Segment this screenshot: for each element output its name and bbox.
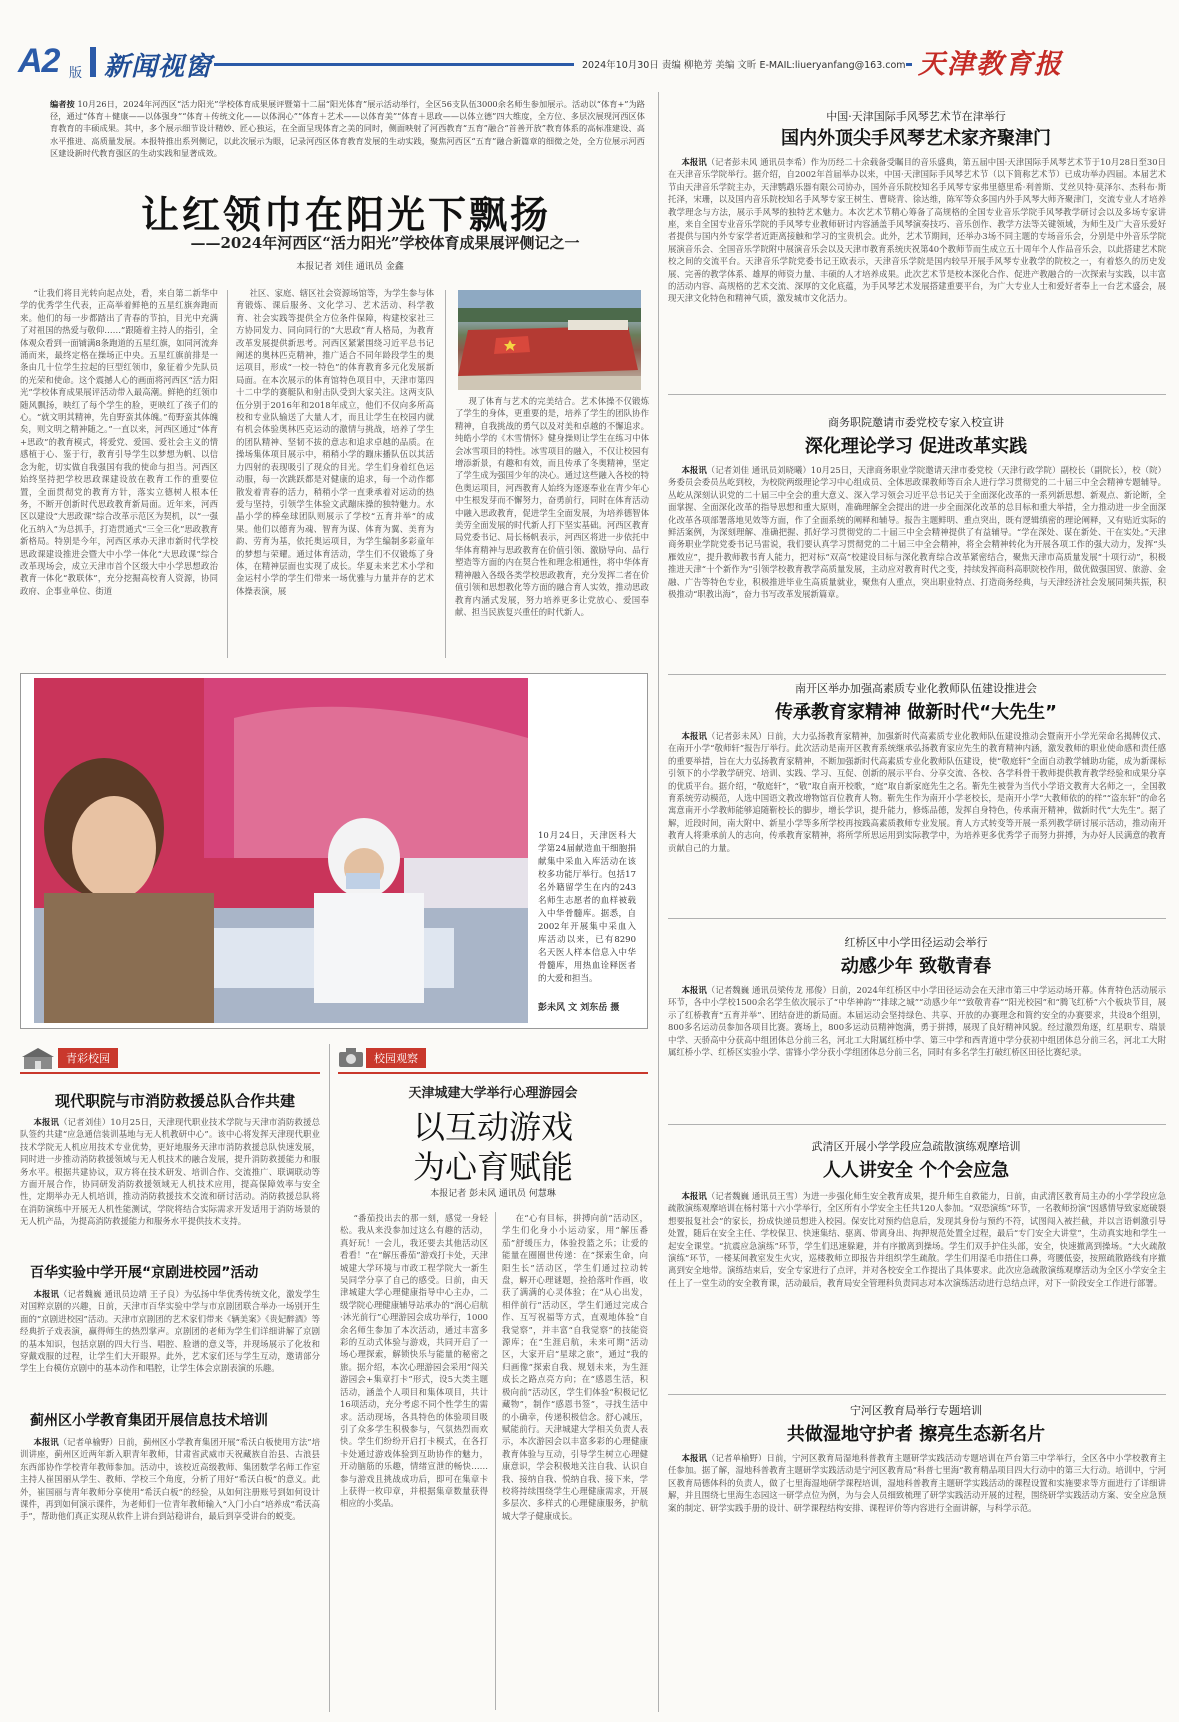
right-text: （记者彭未风）日前，大力弘扬教育家精神，加强新时代高素质专业化教师队伍建设推动会暨南开小学光荣命名揭牌仪式、在南开小学“敬师轩”报告厅举行。此次活动是南开区教育系统继承弘扬教育家应先生的教育精神内涵，激发教师的职业使命感和责任感的重要举措，旨在大力弘扬教育家精神，不断加强新时代高素质专业化教师队伍建设，使“敬庭轩”全面自动教学辅助功能，成为新课标引领下的小学教学研究、培训、实践、学习、互促、创新的展示平台、分享交流、各校、各学科骨干教师提供教育教学经验和成果分享的优质平台。据介绍，“敬庭轩”，“敬”取自南开校歌，“庭”取自新家庭先生之名。靳先生被誉为当代小学语文教育大名师之一，全国教育系统劳动模范，人选中国语文教改增物馆百位教育人物。靳先生作为南开小学老校长，是南开小学“大教师依的的样”“盗东轩”的命名寓意南开小学教师能够追随靳校长的脚步，增长学识，提升能力，修炼品德，发挥自身特色，传承南开精神，做新时代“大先生”。据了解，近段时间，南大附中、新星小学等多所学校再按践高素质教师专业发展。育人方式转变等开展一系列教学研讨展示活动，推动南开教育人将秉承前人的志向，传承教育家精神，将所学所思运用到实际教学中，为培养更多优秀学子而努力拼搏，为办好人民满意的教育贡献自己的力量。 (668, 731, 1166, 853)
right-body (668, 730, 1166, 906)
right-title: 深化理论学习 促进改革实践 (804, 436, 1028, 457)
right-kicker: 红桥区中小学田径运动会举行 (844, 936, 988, 949)
mid-byline: 本报记者 彭未风 通讯员 何慧琳 (430, 1189, 556, 1199)
story-divider (668, 1124, 1166, 1125)
mid-col-1 (340, 1212, 488, 1710)
story-divider (668, 394, 1166, 395)
stadium-aerial-photo (458, 290, 641, 390)
right-title: 传承教育家精神 做新时代“大先生” (775, 702, 1057, 723)
story-title: 百华实验中学开展“京剧进校园”活动 (30, 1265, 259, 1281)
story-divider (668, 1394, 1166, 1395)
column-rule (445, 290, 446, 658)
right-body (668, 464, 1166, 668)
lead-col-1 (20, 287, 218, 659)
right-text: （记者魏巍 通讯员梁传龙 邢俊）日前，2024年红桥区中小学田径运动会在天津市第三中学运动场开幕。体育特色活动展示环节，各中小学校1500余名学生依次展示了“中华神韵”“排球之城”“动感少年”“致敬青春”“阳光校园”和“腾飞红桥”六个板块节目，展示了红桥教育“五育并举”、团结奋进的新局面。本届运动会坚持绿色、共享、开放的办赛理念和简约安全的办赛要求，共设8个组别，800多名运动员参加各项目比赛。赛场上，800多运动员精神饱满，勇于拼搏，展现了良好精神风貌。经过激烈角逐，红星职专、瑞景中学、天骄高中分获高中组团体总分前三名，河北工大附属红桥中学、第三中学和西青道中学分获初中组团体总分前三名，河北工大附属红桥小学、红桥区实验小学、雷锋小学分获小学组团体总分前三名，同时有多名学生打破红桥区田径比赛纪录。 (668, 985, 1166, 1058)
right-kicker: 商务职院邀请市委党校专家入校宣讲 (828, 416, 1004, 429)
page-column-rule (658, 92, 659, 1712)
page-label: 版 (69, 65, 83, 80)
section-bar (338, 1072, 648, 1074)
story-divider (668, 674, 1166, 675)
school-building-icon (22, 1048, 54, 1070)
right-kicker: 宁河区教育局举行专题培训 (850, 1404, 982, 1417)
mid-col-2 (502, 1212, 648, 1710)
story-title: 现代职院与市消防救援总队合作共建 (54, 1092, 295, 1110)
story-title: 蓟州区小学教育集团开展信息技术培训 (30, 1413, 268, 1429)
camera-icon (338, 1046, 364, 1068)
mid-col-1-text: “番茄投出去的那一刻，感觉一身轻松。我从来没参加过这么有趣的活动，真好玩！一会儿，我还要去其他活动区看看！”在“解压番茄”游戏打卡处，天津城建大学环境与市政工程学院大一新生吴同学分享了自己的感受。日前，由天津城建大学心理健康指导中心主办，二级学院心理健康辅导站承办的“润心启航·沐光前行”心理游园会成功举行，1000余名师生参加了本次活动，通过丰富多彩的互动式体验与游戏，共同开启了一场心理探索，解锁快乐与能量的秘密之旅。据介绍，本次心理游园会采用“闯关游园会+集章打卡”形式，设5大类主题活动，涵盖个人项目和集体项目，共计16项活动，充分考虑不同个性学生的需求。活动现场，各具特色的体验项目吸引了众多学生积极参与，气氛热烈而欢快。学生们纷纷开启打卡模式，在各打卡处通过游戏体验到互助协作的魅力，开动脑筋的乐趣，情绪宣泄的畅快……参与游戏且挑战成功后，即可在集章卡上获得一枚印章，并根据集章数量获得相应的小奖品。 (340, 1213, 488, 1509)
right-lead: 本报讯 (681, 157, 707, 167)
right-lead: 本报讯 (681, 731, 707, 741)
right-text: （记者彭未风 通讯员李希）作为历经二十余载备受瞩目的音乐盛典，第五届中国·天津国际手风琴艺术节于10月28日至30日在天津音乐学院举行。据介绍，自2002年首届举办以来，中国·天津国际手风琴艺术节（以下简称艺术节）已成功举办四届。本届艺术节由天津音乐学院主办，天津鹦鹉乐器有限公司协办，国外音乐院校知名手风琴专家弗里德里希·利普斯、艾丝贝特·莫泽尔、杰科布·斯托泽，宋珊，以及国内音乐院校知名手风琴专家王树生、曹晓青、徐达维，陈军等众多国内外手风琴大师齐聚津门，交流专业人才培养教学理念与方法，展示手风琴的独特艺术魅力。本次艺术节精心筹备了高规格的全国专业音乐学院手风琴教学研讨会以及多场专家讲座，来自全国专业音乐学院的手风琴专业教师研讨内容涵盖手风琴演奏技巧、音乐创作、教学方法等关键领域，为师生及广大音乐爱好者提供与国内外专家学者近距离接触和学习的宝贵机会。此外，艺术节期间，还举办3场不同主题的专场音乐会，分别是中外音乐学院展演音乐会、全国音乐学院附中展演音乐会以及天津市教育系统庆祝第40个教师节而生成立五十周年个人作品音乐会，以此搭建艺术院校之间的交流平台。天津音乐学院党委书记王欧表示，天津音乐学院是国内较早开展手风琴专业教学的院校之一，有着悠久的历史发展、完善的教学体系、雄厚的师资力量、丰硕的人才培养成果。此次艺术节是校本深化合作、促进产教融合的一次探索与实践，以丰富的活动内容、高规格的艺术交流、深厚的文化底蕴，为手风琴艺术发展搭建重要平台，为广大专业人士和爱好者奉上一台艺术盛会，展现天津文化特色和精神气质，激发城市文化活力。 (668, 157, 1166, 304)
right-body (668, 156, 1166, 384)
story-body (20, 1436, 320, 1710)
right-lead: 本报讯 (681, 985, 707, 995)
right-lead: 本报讯 (681, 1453, 707, 1463)
photo-credit: 彭未风 文 刘东岳 摄 (538, 1003, 620, 1013)
lead-col-2-text: 社区、家庭、辖区社会资源场馆等，为学生参与体育锻炼、课后服务、文化学习、艺术活动、科学教育、社会实践等提供全方位条件保障，构建校家社三方协同发力、同向同行的“大思政”育人格局，为教育改革发展提供新思考。河西区紧紧围绕习近平总书记阐述的奥林匹克精神，推广适合不同年龄段学生的奥运项目，形成“一校一特色”的体育教育多元化发展新局面。在本次展示的体育馆特色项目中，天津市第四十二中学的赛艇队和射击队受到大家关注。这两支队伍分别于2016年和2018年成立，他们不仅向多所高校和专业队输送了大量人才，而且让学生在校园内就有机会体验奥林匹克运动的激情与挑战，培养了学生的团队精神、坚韧不拔的意志和追求卓越的品质。在操场集体项目展示中，稍稍小学的蹦床播队伍以其活力四射的表现吸引了现众的目光。学生们身着红色运动服，每一次跳跃都是对健康的追求，每一个动作都散发着青春的活力，稍稍小学一直秉承着对运动的热爱与坚持，引领学生体验文武蹦床操的独特魅力。水晶小学的棒垒球团队则展示了学校“五育并举”的成果。他们以德育为魂、智育为谋、体育为翼、美育为韵、劳育为基，依托奥运项目，为学生编制多彩童年的梦想与荣耀。通过体育活动，学生们不仅锻炼了身体，在精神层面也实现了成长。华夏未来艺术小学和金运村小学的学生们带来一场优雅与力量并存的艺术体操表演，展 (236, 288, 434, 596)
lead-subtitle: ——2024年河西区“活力阳光”学校体育成果展评侧记之一 (190, 234, 580, 252)
right-title: 动感少年 致敬青春 (840, 956, 992, 977)
right-text: （记者刘佳 通讯员刘晓曦）10月25日，天津商务职业学院邀请天津市委党校（天津行政学院）副校长（副院长），校（院）务委员会委员丛屹到校，为校院两级理论学习中心组成员、全体思政课教师等百余人进行学习贯彻党的二十届三中全会精神专题辅导。丛屹从深刻认识党的二十届三中全会的重大意义、深入学习领会习近平总书记关于全面深化改革的一系列新思想、新观点、新论断，全面掌握、全面深化改革的指导思想和重大原则，准确理解全会提出的进一步全面深化改革的总目标和重大举措，全力推动进一步全面深化改革各项部署落地见效等方面，作了全面系统的阐释和辅导。报告主题鲜明、重点突出，既有逻辑缜密的理论阐释，又有贴近实际的鲜活案例，为深刻理解、准确把握、抓好学习贯彻党的二十届三中全会精神提供了有益辅导。“学在深处、谋在新处、干在实处。”天津商务职业学院党委书记马雷说，我们要认真学习贯彻党的二十届三中全会精神，将全会精神转化为开展各项工作的强大动力，发挥“头雁效应”，提升教师教书育人能力，把对标“双高”校建设目标与深化教育综合改革紧密结合，聚焦天津市高质量发展“十项行动”，积极推进天津“十个新作为”引领学校教育教学高质量发展，主动应对教育时代之变，持续发挥商科高职院校作用，做优做强国贸、旅游、金融、广告等特色专业，积极推进毕业生高质量就业，聚焦有人重点，突出职业特点、打造商务经典，与天津经济社会发展同频共振，积极推动“职教出海”，奋力书写改革发展新篇章。 (668, 465, 1166, 600)
story-body (20, 1116, 320, 1248)
mid-kicker: 天津城建大学举行心理游园会 (408, 1086, 578, 1101)
mid-title-line-2: 为心育赋能 (412, 1148, 573, 1186)
right-kicker: 武清区开展小学学段应急疏散演练观摩培训 (811, 1140, 1021, 1153)
blood-donation-photo (34, 678, 528, 1023)
story-divider (668, 918, 1166, 919)
right-kicker: 南开区举办加强高素质专业化教师队伍建设推进会 (795, 682, 1037, 695)
story-text: （记者魏巍 通讯员边靖 王子良）为弘扬中华优秀传统文化，激发学生对国粹京剧的兴趣，日前，天津市百华实验中学与市京剧团联合举办一场别开生面的“京剧进校园”活动。天津市京剧团的艺术家们带来《辆美案》《贵妃醉酒》等经典折子戏表演，赢得师生的热烈掌声。京剧团的老师为学生们详细讲解了京剧的基本知识，包括京剧的四大行当、唱腔、脸谱的意义等，并现场展示了化妆和穿戴戏服的过程，让学生们大开眼界。此外，艺术家们还与学生互动，邀请部分学生上台模仿京剧中的基本动作和唱腔，让学生体会京剧表演的乐趣。 (20, 1289, 320, 1374)
right-title: 人人讲安全 个个会应急 (822, 1160, 1010, 1181)
lead-col-3 (455, 395, 649, 659)
lead-col-1-text: “让我们将目光转向起点处，看，来自第二新华中学的优秀学生代表，正高举着鲜艳的五星红旗奔跑而来。他们的每一步都踏出了青春的节拍，目光中充满了对祖国的热爱与敬仰……”跟随着主持人的指引，全体观众看到一面铺满8条跑道的五星红旗，如同河流奔涌而来，最终定格在操场正中央。五星红旗前排是一条由几十位学生拉起的巨型红领巾，象征着少先队员的光荣和使命。这个震撼人心的画面将河西区“活力阳光”学校体育成果展评活动带入最高潮。鲜艳的红领巾随风飘扬，映红了每个学生的脸，更映红了孩子们的心。“就文明其精神，先自野蛮其体魄。”荀野蛮其体魄矣，则文明之精神随之。”一直以来，河西区通过“体育+思政”的教育模式，将爱党、爱国、爱社会主义的情感植于心、鉴于行，教育引导学生以梦想为帆、以信念为舵，切实做自我强国有我的使命与担当。河西区始终坚持把学校思政课建设放在教育工作的重要位置，全面贯彻党的教育方针，落实立德树人根本任务，不断开创新时代思政教育新局面。近年来，河西区以建设“大思政课”综合改革示范区为契机，以“一强化五纳入”为总抓手，打造贯通式“三全三化”思政教育新格局。特别是今年，河西区承办天津市新时代学校思政课建设推进会暨大中小学一体化“大思政课”综合改革现场会，成立天津市首个区级大中小学思想政治教育一体化“教联体”，充分挖掘高校育人资源，协同政府、企事业单位、街道 (20, 288, 218, 596)
right-title: 国内外顶尖手风琴艺术家齐聚津门 (781, 128, 1051, 149)
story-lead: 本报讯 (33, 1289, 59, 1299)
right-body (668, 1452, 1166, 1710)
column-name: 新闻视窗 (104, 52, 213, 82)
story-text: （记者刘佳）10月25日，天津现代职业技术学院与天津市消防救援总队签约共建“应急通信装训基地与无人机教研中心”。该中心将发挥天津现代职业技术学院无人机应用技术专业优势，更好地服务天津市消防救援总队快速发展，同时进一步推动消防救援领域与无人机技术的融合发展，提升消防救援能力和服务水平。根据共建协议，双方将在技术研发、培训合作、交流推广、联调联动等方面开展合作，协同研发消防救援领域无人机技术应用，提高保障效率与安全性，定期举办无人机培训，推动消防救援技术交流和研讨活动。消防救援总队将在消防演练中开展无人机性能测试，学院将结合实际需求开发适用于消防场景的无人机产品，为提高消防救援能力和服务水平提供技术支持。 (20, 1117, 320, 1227)
story-body (20, 1288, 320, 1396)
masthead-logo: 天津教育报 (918, 49, 1063, 80)
section-tag-campus-watch: 校园观察 (366, 1048, 426, 1068)
right-body (668, 984, 1166, 1118)
photo-caption: 10月24日，天津医科大学第24届献造血干细胞捐献集中采血入库活动在该校多功能厅举行。包括17名外籍留学生在内的243名师生志愿者的血样被载入中华骨髓库。据悉，自2002年开展集中采血入库活动以来，已有8290名天医人样本信息入中华骨髓库，用热血诠释医者的大爱和担当。 (538, 831, 636, 984)
right-kicker: 中国·天津国际手风琴艺术节在津举行 (826, 110, 1006, 123)
right-lead: 本报讯 (681, 1191, 707, 1201)
mid-col-2-text: 在“心有目标，拼搏向前”活动区，学生们化身小小运动家，用“解压番茄”舒缓压力，体验投篮之乐；让爱的能量在圈圈世传递：在“探索生命，向阳生长”活动区，学生们通过拉动转盘，解开心理谜题，捡拾落叶作画，收获了满满的心灵体验；在“从心出发，相伴前行”活动区，学生们通过完成合作、互写祝福等方式，直观地体验“自我觉察”，并丰富“自我觉察”的技能资源库；在“生涯启航，未来可期”活动区，大家开启“星球之旅”，通过“我的归画像”探索自我、规划未来，为生涯成长之路点亮方向；在“感恩生活，积极向前”活动区，学生们体验“积极记忆藏物”，制作“感恩书签”，寻找生活中的小确幸，传递积极信念。舒心减压，赋能前行。天津城建大学相关负责人表示，本次游园会以丰富多彩的心理健康教育体验与互动，引导学生树立心理健康意识，学会积极地关注自我、认识自我、接纳自我、悦纳自我、接下来，学校将持续围绕学生心理健康需求，开展多层次、多样式的心理健康服务，护航城大学子健康成长。 (502, 1213, 648, 1521)
column-rule (227, 290, 228, 658)
story-lead: 本报讯 (33, 1117, 60, 1127)
lead-col-2 (236, 287, 434, 659)
column-divider-icon (90, 47, 96, 77)
column-rule (495, 1212, 496, 1710)
header-rule (214, 63, 574, 66)
header-rule-right (906, 63, 912, 66)
lead-byline: 本报记者 刘佳 通讯员 金鑫 (296, 262, 404, 272)
right-text: （记者魏巍 通讯员王雪）为进一步强化师生安全教育成果，提升师生自救能力，日前，由武清区教育局主办的小学学段应急疏散演练观摩培训在杨村第十六小学举行，全区所有小学安全主任共120人参加。“双恐演练”环节，一名教师扮演“因感情导致家庭破裂想要报复社会”的家长，扮成快递员想进入校园。保安比对预约信息后，发现其身份与预约不符，试图闯入被拦截，并以言语刺激引导处置，随后在安全主任、学校保卫、快速集结、驱离、带离身出、拘押规范处置全过程，最后“专门安全大讲堂”，生动真实地和学生一起安全课堂。“抗震应急演练”环节，学生们迅速躲避，并有序撤离到操场。学生们双手护住头部，安全，快速撤离到操场。“大火疏散演练”环节，一楼某间教室发生火灾，巡楼教师立即报告并组织学生疏散。学生们用湿毛巾捂住口鼻，弯腰低姿，按照疏散路线有序撤离到安全地带。演练结束后，安全专家进行了点评，并对各校安全工作提出了具体要求。此次应急疏散演练观摩活动为全区小学安全主任上了一堂生动的安全教育课，活动最后，教育局安全管理科负责同志对本次演练活动进行总结点评，对下一阶段安全工作进行部署。 (668, 1191, 1166, 1288)
section-bar (20, 1072, 320, 1074)
right-title: 共做湿地守护者 擦亮生态新名片 (786, 1424, 1046, 1445)
issue-meta: 2024年10月30日 责编 柳艳芳 美编 文昕 E-MAIL:liueryanfang@163.com (582, 60, 906, 71)
right-body (668, 1190, 1166, 1386)
editor-note-label: 编者按 (50, 99, 75, 109)
mid-title-line-1: 以互动游戏 (412, 1108, 573, 1146)
right-lead: 本报讯 (681, 465, 707, 475)
section-tag-youth-campus: 青彩校园 (58, 1048, 118, 1068)
right-text: （记者单榆野）日前，宁河区教育局湿地科普教育主题研学实践活动专题培训在芦台第三中学举行，全区各中小学校教育主任参加。据了解，湿地科普教育主题研学实践活动是宁河区教育局“科普七里海”教育精品项目四大行动中的第三大行动。培训中，宁河区教育局德体科的负责人，做了七里海湿地研学课程培训，湿地科普教育主题研学实践活动的课程设置和实施要求等方面进行了详细讲解，并且围绕七里海生态园这一研学点位为例，为与会人员细致梳理了研学实践活动开展的过程，围绕研学实践活动方案、安全应急预案的制定、研学实践手册的设计、研学课程结构安排、课程评价等内容进行全面讲解，与科学示范。 (668, 1453, 1166, 1513)
story-lead: 本报讯 (33, 1437, 59, 1447)
lead-col-3-text: 现了体育与艺术的完美结合。艺术体操不仅锻炼了学生的身体，更重要的是，培养了学生的团队协作精神，自我挑战的勇气以及对美和卓越的不懈追求。纯皓小学的《木雪情怀》健身操则让学生在练习中体会冰雪项目的特性。冰雪项目的融入，不仅让校园有增添新景，有趣和有效，而且传承了冬奥精神，坚定了学生成为强国少年的决心。通过这些融入各校的特色奥运项目，河西教育人始终为逐逐奉业在青少年心中生根发芽而不懈努力，奋勇前行，同时在体育活动中融入思政教育，促进学生全面发展，为培养德智体美劳全面发展的时代新人打下坚实基础。河西区教育局党委书记、局长杨帆表示，河西区将进一步依托中华体育精神与思政教育在价值引领、激励导向、品行塑造等方面的内在契合性和理念相通性，将中华体育精神融入各级各类学校思政教育，充分发挥二者在价值引领和思想教化等方面的融合育人实效，推动思政教育内涵式发展，努力培养更多让党放心、爱国奉献、担当民族复兴重任的时代新人。 (455, 396, 649, 617)
lead-title: 让红领巾在阳光下飘扬 (140, 193, 551, 237)
page-number: A2 (18, 42, 60, 80)
editor-note-text: 10月26日，2024年河西区“活力阳光”学校体育成果展评暨第十二届“阳光体育”展示活动举行，全区56支队伍3000余名师生参加展示。活动以“体育+”为路径，通过“体育＋健康——以体强身”“体育＋传统文化——以体润心”“体育＋艺术——以体育美”“体育＋思政——以体立德”四大维度，全方位、多层次展现河西区体育教育的丰硕成果。其中，多个展示细节设计精妙、匠心独运，在全面呈现体育之美的同时，侧面映射了河西教育“五育”融合“首善开放”教育体系的高标准建设、高水平推进、高质量发展。本报特推出系列侧记，以此次展示为眼，记录河西区体育教育发展的生动实践，聚焦河西区“五育”融合新篇章的细微之处，全方位展示河西区建设新时代教育强区的生动实践和显著成效。 (50, 99, 645, 158)
story-text: （记者单榆野）日前，蓟州区小学教育集团开展“希沃白板使用方法”培训讲座，蓟州区近两年新入职青年教师，甘肃省武威市天祝藏族自治县、古浪县东西部协作学校青年教师参加。活动中，该校近高级教师、集团数学名师工作室主持人崔国丽从学生、教师、学校三个角度，分析了用好“希沃白板”的意义。此外，崔国丽与青年教师分享使用“希沃白板”的经验，从如何注册账号到如何设计课件，再到如何演示课件，为老师们一位青年教师输入“入门小白”培养成“希沃高手”，帮助他们真正实现从软件上讲台到站稳讲台，最后到享受讲台的蜕变。 (20, 1437, 320, 1522)
column-rule (329, 1044, 330, 1712)
editor-note (50, 98, 645, 174)
